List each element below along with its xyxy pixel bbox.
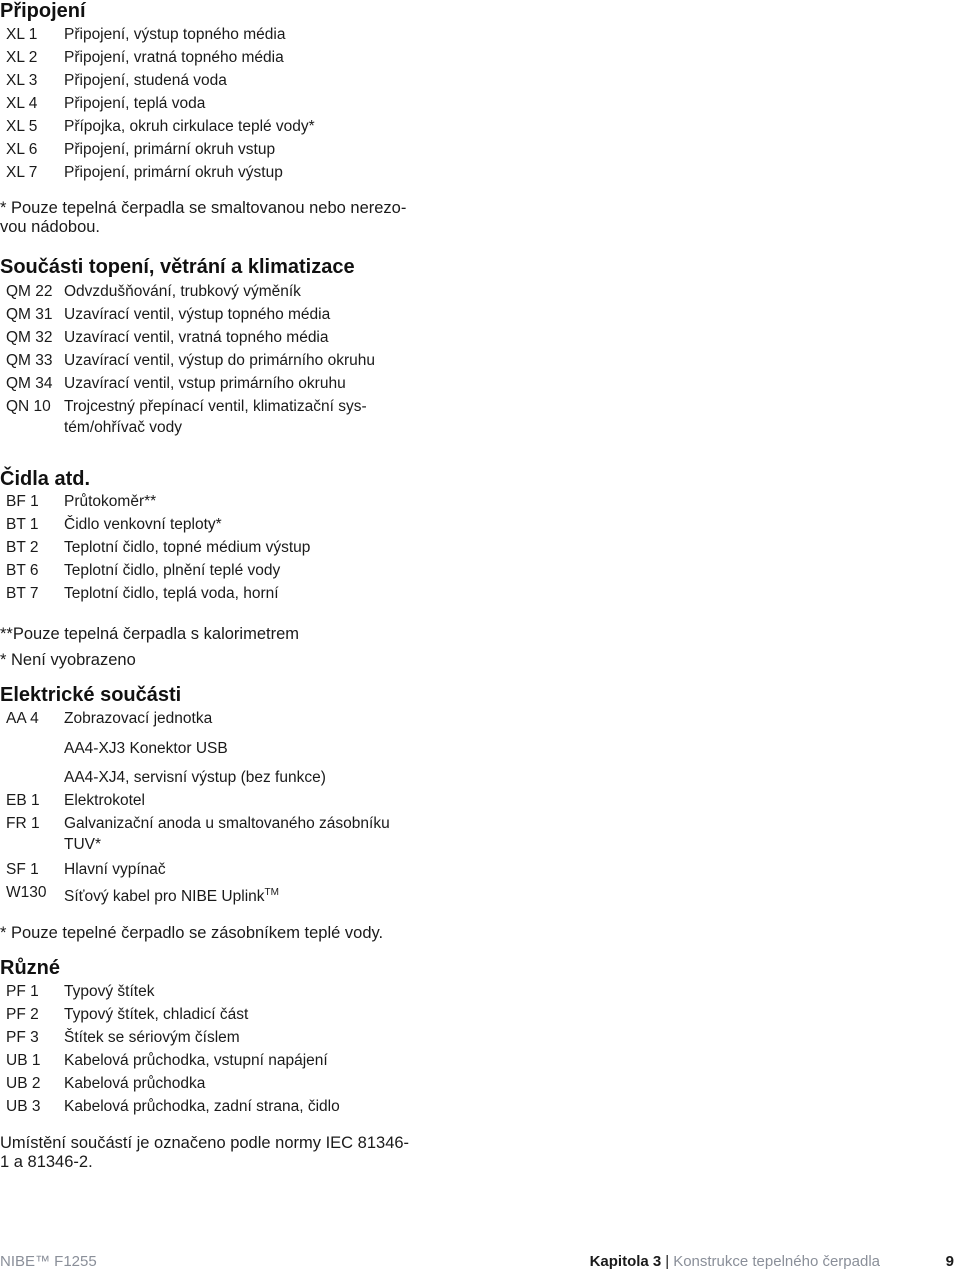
item-code: UB 3: [6, 1098, 41, 1115]
item-desc: Uzavírací ventil, výstup topného média: [64, 306, 331, 323]
item-desc-line: Trojcestný přepínací ventil, klimatizační sys-: [64, 398, 367, 415]
footnote: [0, 621, 430, 673]
list-item: [0, 280, 430, 303]
item-code: EB 1: [6, 792, 40, 809]
item-code: W130: [6, 884, 47, 901]
item-desc: Uzavírací ventil, výstup do primárního okruhu: [64, 352, 375, 369]
section-heading: Elektrické součásti: [0, 684, 182, 706]
item-desc: Hlavní vypínač: [64, 861, 166, 878]
item-desc: [64, 813, 430, 855]
item-desc: Uzavírací ventil, vratná topného média: [64, 329, 329, 346]
list-item: [0, 789, 430, 812]
list-item: [0, 490, 430, 513]
item-desc: Připojení, primární okruh výstup: [64, 164, 283, 181]
item-desc: Kabelová průchodka, vstupní napájení: [64, 1052, 328, 1069]
list-item: [0, 858, 430, 881]
footnote: [0, 199, 430, 237]
item-code: QM 22: [6, 283, 53, 300]
item-code: XL 7: [6, 164, 38, 181]
list-item: [0, 813, 430, 855]
item-desc: [64, 396, 430, 438]
item-code: BF 1: [6, 493, 39, 510]
section-heading: Čidla atd.: [0, 468, 91, 490]
item-code: UB 2: [6, 1075, 41, 1092]
footnote-line: 1 a 81346-2.: [0, 1153, 93, 1171]
list-item: [0, 1049, 430, 1072]
item-desc: Typový štítek: [64, 983, 155, 1000]
item-code: XL 4: [6, 95, 38, 112]
item-desc: Elektrokotel: [64, 792, 145, 809]
item-code: PF 3: [6, 1029, 39, 1046]
item-desc: Připojení, vratná topného média: [64, 49, 284, 66]
item-desc: Typový štítek, chladicí část: [64, 1006, 249, 1023]
footnote-line: * Není vyobrazeno: [0, 651, 136, 669]
footnote: [0, 1134, 430, 1172]
list-item: [0, 23, 430, 46]
item-desc: Teplotní čidlo, topné médium výstup: [64, 539, 311, 556]
item-code: QM 32: [6, 329, 53, 346]
footer-chapter: [590, 1252, 880, 1272]
list-item: [0, 1095, 430, 1118]
list-item: [0, 46, 430, 69]
list-item: [0, 138, 430, 161]
footer-brand: NIBE™ F1255: [0, 1253, 97, 1270]
item-desc: Zobrazovací jednotka: [64, 710, 213, 727]
item-code: PF 2: [6, 1006, 39, 1023]
item-code: QN 10: [6, 398, 51, 415]
list-item: [0, 303, 430, 326]
section-soucasti: [0, 256, 430, 438]
footnote-line: * Pouze tepelná čerpadla se smaltovanou nebo nerezo-: [0, 199, 407, 217]
section-heading: Různé: [0, 957, 60, 979]
item-code: XL 6: [6, 141, 38, 158]
list-item: [0, 513, 430, 536]
list-item: [0, 161, 430, 184]
item-code: BT 7: [6, 585, 39, 602]
list-item: [0, 707, 430, 730]
page-footer: [0, 1252, 960, 1272]
chapter-separator: |: [665, 1253, 670, 1270]
item-code: QM 34: [6, 375, 53, 392]
item-desc-line: tém/ohřívač vody: [64, 419, 183, 436]
item-desc: Kabelová průchodka, zadní strana, čidlo: [64, 1098, 340, 1115]
list-item: [0, 559, 430, 582]
list-item: [0, 92, 430, 115]
item-code: FR 1: [6, 815, 40, 832]
item-code: PF 1: [6, 983, 39, 1000]
item-code: XL 1: [6, 26, 38, 43]
section-pripojeni: [0, 0, 430, 237]
section-heading: Připojení: [0, 0, 86, 22]
item-desc: AA4-XJ4, servisní výstup (bez funkce): [64, 769, 326, 786]
trademark-mark: TM: [264, 887, 279, 898]
footnote-line: **Pouze tepelná čerpadla s kalorimetrem: [0, 625, 299, 643]
item-code: XL 2: [6, 49, 38, 66]
list-item: [0, 766, 430, 789]
item-desc: Odvzdušňování, trubkový výměník: [64, 283, 301, 300]
item-desc: Teplotní čidlo, teplá voda, horní: [64, 585, 279, 602]
list-item: [0, 1003, 430, 1026]
item-desc: Teplotní čidlo, plnění teplé vody: [64, 562, 281, 579]
item-code: QM 33: [6, 352, 53, 369]
item-desc-line: TUV*: [64, 836, 102, 853]
item-desc: Uzavírací ventil, vstup primárního okruhu: [64, 375, 346, 392]
list-item: [0, 396, 430, 438]
item-code: BT 6: [6, 562, 39, 579]
item-desc: Přípojka, okruh cirkulace teplé vody*: [64, 118, 315, 135]
item-desc-text: Síťový kabel pro NIBE Uplink: [64, 888, 265, 905]
list-item: [0, 372, 430, 395]
item-code: XL 5: [6, 118, 38, 135]
page-number: 9: [945, 1253, 954, 1270]
chapter-title: Konstrukce tepelného čerpadla: [673, 1253, 880, 1270]
item-code: BT 1: [6, 516, 39, 533]
section-cidla: [0, 468, 430, 673]
item-code: SF 1: [6, 861, 39, 878]
section-elektricke: [0, 684, 430, 943]
list-item: [0, 1072, 430, 1095]
list-item: [0, 881, 430, 908]
item-desc: Kabelová průchodka: [64, 1075, 206, 1092]
item-code: QM 31: [6, 306, 53, 323]
list-item: [0, 582, 430, 605]
item-desc-line: Galvanizační anoda u smaltovaného zásobníku: [64, 815, 390, 832]
list-item: [0, 115, 430, 138]
section-ruzne: [0, 957, 430, 1172]
item-code-empty: [0, 766, 64, 789]
list-item: [0, 69, 430, 92]
list-item: [0, 1026, 430, 1049]
chapter-label: Kapitola 3: [589, 1253, 662, 1270]
item-desc: Připojení, výstup topného média: [64, 26, 286, 43]
item-code: BT 2: [6, 539, 39, 556]
item-code: AA 4: [6, 710, 39, 727]
list-item: [0, 349, 430, 372]
footnote-line: Umístění součástí je označeno podle normy IEC 81346-: [0, 1134, 410, 1152]
item-desc: AA4-XJ3 Konektor USB: [64, 740, 228, 757]
item-code: UB 1: [6, 1052, 41, 1069]
section-heading: Součásti topení, větrání a klimatizace: [0, 256, 355, 278]
item-desc: Průtokoměr**: [64, 493, 157, 510]
item-desc: Připojení, studená voda: [64, 72, 227, 89]
footnote-line: vou nádobou.: [0, 218, 101, 236]
item-code: XL 3: [6, 72, 38, 89]
list-item: [0, 737, 430, 760]
item-desc: [64, 881, 430, 908]
item-desc: Připojení, teplá voda: [64, 95, 206, 112]
footnote: * Pouze tepelné čerpadlo se zásobníkem teplé vody.: [0, 924, 384, 942]
item-desc: Čidlo venkovní teploty*: [64, 516, 222, 533]
item-desc: Štítek se sériovým číslem: [64, 1029, 240, 1046]
item-desc: Připojení, primární okruh vstup: [64, 141, 276, 158]
item-code-empty: [0, 737, 64, 760]
list-item: [0, 536, 430, 559]
list-item: [0, 326, 430, 349]
list-item: [0, 980, 430, 1003]
